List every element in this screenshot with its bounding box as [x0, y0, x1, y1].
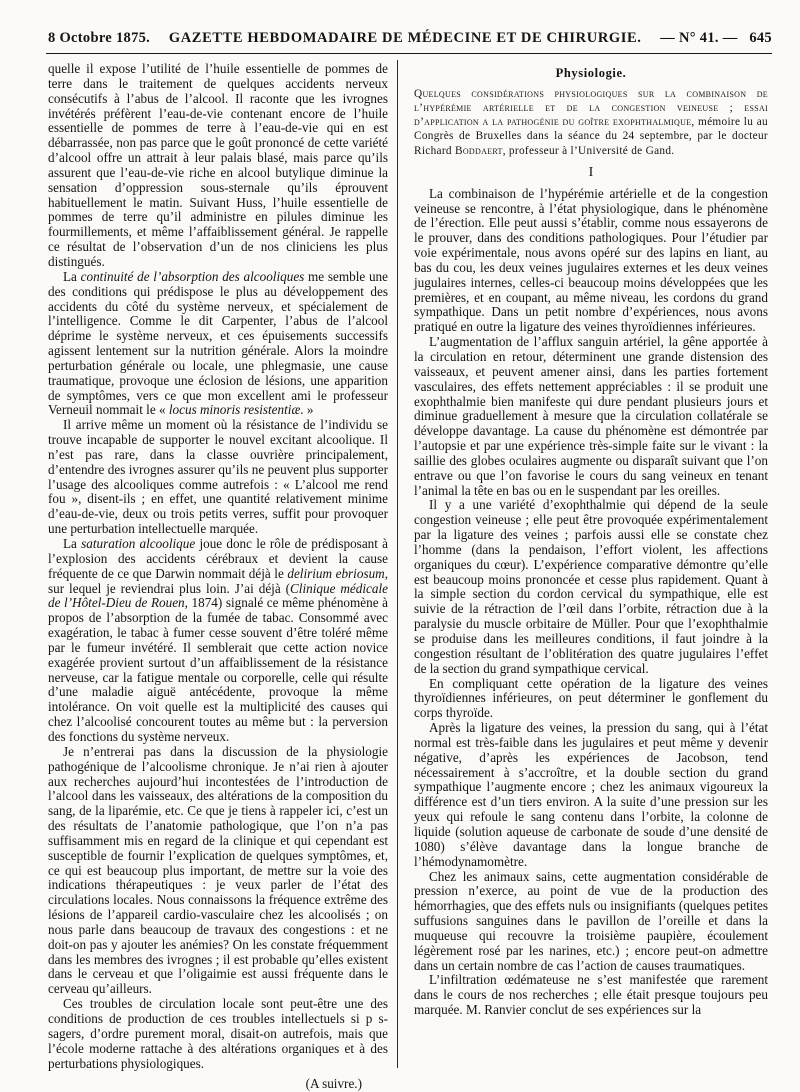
column-divider: [397, 60, 398, 1068]
title-text: mémoire lu au Congrès de Bruxelles dans la séance du 24 septembre, par le docteur Richard: [414, 116, 768, 157]
right-paragraph-6: Chez les animaux sains, cette augmentation considérable de pression n’exerce, au point de vue de la production des hémorrhagies, que des effets nuls ou insignifiants (quelques petites suffusions sanguines dans le pavillon de l’oreille et dans la muqueuse qui recouvre la troisième paupière, écoulement légèrement rosé par les narines, etc.) ; encore peut-on admettre dans un certain nombre de cas l’action de causes traumatiques.: [414, 868, 768, 973]
header-rule: [46, 53, 772, 54]
text-span: La: [63, 268, 81, 284]
header-issue: — N° 41. —: [660, 30, 738, 46]
text-span: , 1874) signalé ce même phénomène à propos de l’absorption de la fumée de tabac. Consommé avec exagération, le tabac à fumer cesse souvent d’être toléré même par le fumeur invétéré. Il semblerait que cette action novice exagérée provient surtout d’un affaiblissement de la résistance nerveuse, car la fatigue mentale ou corporelle, celle qui résulte d’une maladie aiguë antécédente, provoque la même intolérance. On voit quelle est la multiplicité des causes qui chez l’alcoolisé concourent toutes au même but : la perversion des fonctions du système nerveux.: [48, 595, 388, 744]
article-title: [414, 87, 768, 158]
header-page-number: 645: [749, 30, 772, 46]
title-text: , professeur à l’Université de Gand.: [502, 144, 675, 157]
left-paragraph-3: Il arrive même un moment où la résistance de l’individu se trouve incapable de supporter le nouvel excitant alcoolique. Il n’est pas rare, dans la classe ouvrière principalement, d’entendre des ivrognes assurer qu’ils ne peuvent plus supporter l’usage des alcooliques comme autrefois : « L’alcool me rend fou », disent-ils ; en effet, une quantité relativement minime d’eau-de-vie, deux ou trois petits verres, suffit pour provoquer une perturbation intellectuelle marquée.: [48, 417, 388, 537]
left-paragraph-4: [48, 537, 388, 745]
left-paragraph-2: [48, 270, 388, 418]
emphasis: delirium ebriosum: [287, 565, 385, 581]
emphasis: Clinique médicale de l’Hôtel-Dieu de Rouen: [48, 580, 388, 611]
left-paragraph-6: Ces troubles de circulation locale sont peut-être une des conditions de production de ces troubles intellectuels si p s-sagers, d’ordre purement moral, disait-on autrefois, mais que l’école moderne rattache à des altérations organiques et à des perturbations physiologiques.: [48, 996, 388, 1071]
emphasis: continuité de l’absorption des alcooliques: [80, 268, 305, 284]
right-paragraph-1: La combinaison de l’hypérémie artérielle et de la congestion veineuse se rencontre, à l’état physiologique, dans le phénomène de l’érection. Elle peut aussi s’établir, comme nous essayerons de le prouver, dans des conditions pathologiques. Pour l’étudier par voie expérimentale, nous avons opéré sur des lapins en liant, au bas du cou, les deux veines jugulaires externes et les deux veines jugulaires internes, celles-ci beaucoup moins développées que les premières, et en coupant, au même niveau, les cordons du grand sympathique. Dans un petit nombre d’expériences, nous avons pratiqué en outre la ligature des veines thyroïdiennes inférieures.: [414, 185, 768, 335]
text-span: . »: [300, 402, 314, 418]
left-paragraph-1: quelle il expose l’utilité de l’huile essentielle de pommes de terre dans le traitement de quelques accidents nerveux consécutifs à l’abus de l’alcool. Il raconte que les ivrognes invétérés préfèrent l’eau-de-vie contenant encore de l’huile essentielle de pommes de terre à l’eau-de-vie qui en est débarrassée, non pas parce que le goût prononcé de cette variété d’alcool offre un attrait à leur palais blasé, mais parce qu’ils assurent que l’eau-de-vie riche en alcool butylique diminue la sensation d’oppression sous-sternale qu’ils éprouvent habituellement le matin. Suivant Huss, l’huile essentielle de pommes de terre qu’il administre en pilules diminue les fourmillements, et même l’affaiblissement général. Je rappelle ce résultat de l’observation d’un de nos cliniciens les plus distingués.: [48, 61, 388, 269]
right-paragraph-5: Après la ligature des veines, la pression du sang, qui à l’état normal est très-faible dans les jugulaires et peut même y devenir négative, d’après les expériences de Jacobson, tend nécessairement à s’accroître, et la double section du grand sympathique l’augmente encore ; chez les animaux vigoureux la différence est d’un tiers environ. A la suite d’une pression sur les yeux qui refoule le sang contenu dans l’orbite, la colonne de liquide (solution aqueuse de carbonate de soude d’une densité de 1080) s’élève davantage dans la longue branche de l’hémodynamomètre.: [414, 720, 768, 869]
emphasis: locus minoris resistentiæ: [168, 402, 301, 418]
text-span: me semble une des conditions qui prédispose le plus au développement des accidents du côté du système nerveux, et spécialement de l’intelligence. Comme le dit Carpenter, l’abus de l’alcool déprime le système nerveux, et ces épuisements successifs agissent lentement sur la nutrition générale. Alors la moindre perturbation générale ou locale, une phlegmasie, une cause traumatique, provoque une éclosion de lésions, une apparition de symptômes, vers ce que mon excellent ami le professeur Verneuil nommait le «: [48, 268, 388, 418]
right-paragraph-4: En compliquant cette opération de la ligature des veines thyroïdiennes inférieures, on peut déterminer le gonflement du corps thyroïde.: [414, 675, 768, 721]
page-header: [48, 30, 772, 50]
right-paragraph-7: L’infiltration œdémateuse ne s’est manifestée que rarement dans le cours de nos recherches ; elle était presque toujours peu marquée. M. Ranvier conclut de ses expériences sur la: [414, 972, 768, 1018]
author-name: Boddaert: [455, 144, 503, 157]
header-issue-and-page: [660, 30, 772, 47]
left-column: [48, 62, 388, 1092]
part-number: I: [588, 164, 594, 180]
text-span: , sur lequel je reviendrai plus loin. J’ai déjà (: [48, 565, 388, 596]
to-be-continued: (A suivre.): [305, 1076, 362, 1092]
header-journal-title: GAZETTE HEBDOMADAIRE DE MÉDECINE ET DE CHIRURGIE.: [168, 30, 642, 46]
title-smallcaps: Quelques considérations physiologiques sur la combinaison de l’hypérémie artérielle et de la congestion veineuse ; essai d’application a la pathogénie du goître exophthalmique,: [414, 87, 768, 129]
right-paragraph-3: Il y a une variété d’exophthalmie qui dépend de la seule congestion veineuse ; elle peut être provoquée expérimentalement par la ligature des veines ; parfois aussi elle se constate chez l’homme (dans la pendaison, l’effort violent, les affections organiques du cœur). L’expérience comparative démontre qu’elle est beaucoup moins prononcée et cesse plus rapidement. Quant à la simple section du cordon cervical du sympathique, elle est suivie de la rétraction de l’œil dans l’orbite, rétraction due à la paralysie du muscle orbitaire de Müller. Pour que l’exophthalmie se produise dans les meilleures conditions, il faut joindre à la congestion résultant de l’oblitération des quatre jugulaires l’effet de la section du grand sympathique cervical.: [414, 497, 768, 676]
section-heading: Physiologie.: [555, 66, 627, 80]
emphasis: saturation alcoolique: [81, 536, 196, 551]
text-span: joue donc le rôle de prédisposant à l’explosion des accidents cérébraux et devient la cause fréquente de ce que Darwin nommait déjà le: [48, 536, 388, 581]
right-paragraph-2: L’augmentation de l’afflux sanguin artériel, la gêne apportée à la circulation en retour, déterminent une grande distension des vaisseaux, et peuvent amener ainsi, dans les parties fortement vasculaires, des effets nettement appréciables : il se produit une exophthalmie bien manifeste qui dure pendant plusieurs jours et diminue graduellement à mesure que la circulation collatérale se développe davantage. La cause du phénomène est démontrée par l’autopsie et par une expérience très-simple faite sur le vivant : la saillie des globes oculaires augmente ou disparaît suivant que l’on entrave ou que l’on favorise le cours du sang veineux en tenant l’animal la tête en bas ou en le suspendant par les oreilles.: [414, 334, 768, 498]
right-column: [414, 62, 768, 1018]
text-span: La: [63, 536, 82, 551]
left-paragraph-5: Je n’entrerai pas dans la discussion de la physiologie pathogénique de l’alcoolisme chronique. Je n’ai rien à ajouter aux recherches aujourd’hui incontestées de l’introduction de l’alcool dans les vaisseaux, des altérations de la composition du sang, de la liparémie, etc. Ce que je tiens à rappeler ici, c’est un des résultats de l’anatomie pathologique, que l’on n’a pas suffisamment mis en regard de la clinique et qui cependant est susceptible de fournir l’explication de quelques symptômes, et, ce qui est beaucoup plus important, de mettre sur la voie des indications thérapeutiques : je veux parler de l’état des circulations locales. Nous connaissons la fréquence extrême des lésions de l’appareil cardio-vasculaire chez les alcoolisés ; on nous parle dans beaucoup de travaux des congestions : et ne doit-on pas y ajouter les anémies? On les constate fréquemment dans les membres des ivrognes ; il est probable qu’elles existent dans le cerveau et que l’oligaimie est aussi fréquente dans le cerveau qu’ailleurs.: [48, 743, 388, 997]
header-date: 8 Octobre 1875.: [48, 30, 151, 46]
